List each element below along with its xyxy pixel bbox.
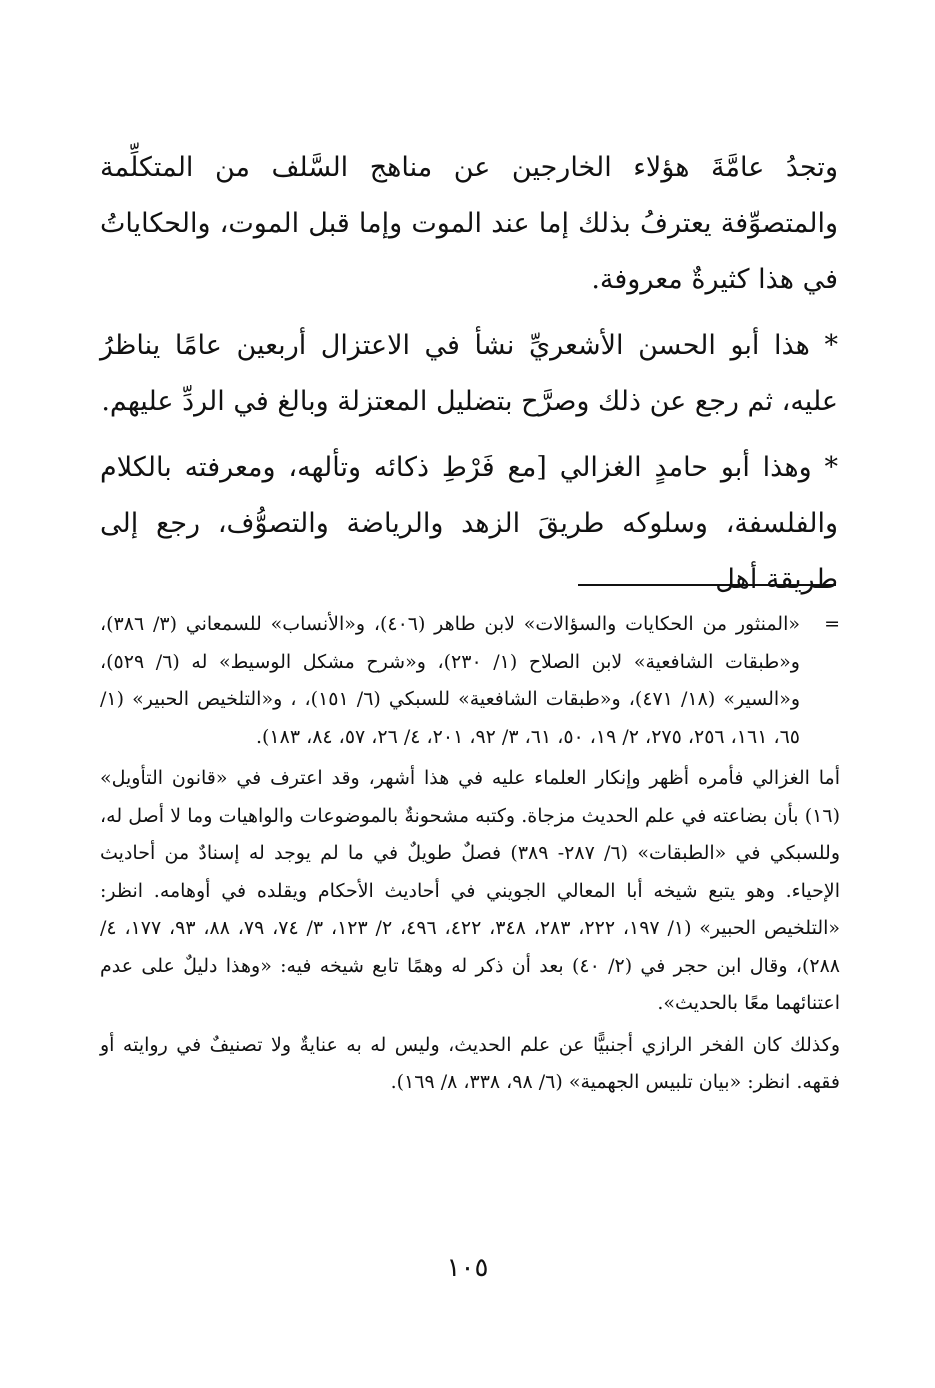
page-number: ١٠٥ — [446, 1253, 489, 1283]
footnote-continuation — [100, 606, 840, 756]
main-text — [100, 140, 838, 618]
continuation-mark: = — [824, 613, 840, 635]
footnotes — [100, 606, 840, 1106]
footnote-paragraph-1: «المنثور من الحكايات والسؤالات» لابن طاهر (٤٠٦)، و«الأنساب» للسمعاني (٣/ ٣٨٦)، و«طبقات الشافعية» لابن الصلاح (١/ ٢٣٠)، و«شرح مشكل الوسيط» له (٦/ ٥٢٩)، و«السير» (١٨/ ٤٧١)، و«طبقات الشافعية» للسبكي (٦/ ١٥١)، ، و«التلخيص الحبير» (١/ ٦٥، ١٦١، ٢٥٦، ٢٧٥، ٢/ ١٩، ٥٠، ٦١، ٣/ ٩٢، ٢٠١، ٤/ ٢٦، ٥٧، ٨٤، ١٨٣). — [100, 613, 800, 748]
footnote-divider — [578, 584, 836, 586]
footnote-paragraph-3: وكذلك كان الفخر الرازي أجنبيًّا عن علم الحديث، وليس له به عنايةٌ ولا تصنيفٌ في روايته أو فقهه. انظر: «بيان تلبيس الجهمية» (٦/ ٩٨، ٣٣٨، ٨/ ١٦٩). — [100, 1033, 840, 1093]
footnote-paragraph-2: أما الغزالي فأمره أظهر وإنكار العلماء عليه في هذا أشهر، وقد اعترف في «قانون التأويل» (١٦) بأن بضاعته في علم الحديث مزجاة. وكتبه مشحونةٌ بالموضوعات والواهيات وما لا أصل له، وللسبكي في «الطبقات» (٦/ ٢٨٧- ٣٨٩) فصلٌ طويلٌ في ما لم يوجد له إسنادٌ من أحاديث الإحياء. وهو يتبع شيخه أبا المعالي الجويني في أحاديث الأحكام ويقلده في أوهامه. انظر: «التلخيص الحبير» (١/ ١٩٧، ٢٢٢، ٢٨٣، ٣٤٨، ٤٢٢، ٤٩٦، ٢/ ١٢٣، ٣/ ٧٤، ٧٩، ٨٨، ٩٣، ١٧٧، ٤/ ٢٨٨)، وقال ابن حجر في (٢/ ٤٠) بعد أن ذكر له وهمًا تابع شيخه فيه: «وهذا دليلٌ على عدم اعتنائهما معًا بالحديث». — [100, 767, 841, 1014]
main-paragraph-3: * وهذا أبو حامدٍ الغزالي [مع فَرْطِ ذكائه وتألهه، ومعرفته بالكلام والفلسفة، وسلوكه طريقَ الزهد والرياضة والتصوُّف، رجع إلى طريقة أهل — [100, 452, 838, 595]
main-paragraph-1: وتجدُ عامَّةَ هؤلاء الخارجين عن مناهج السَّلف من المتكلِّمة والمتصوِّفة يعترفُ بذلك إما عند الموت وإما قبل الموت، والحكاياتُ في هذا كثيرةٌ معروفة. — [100, 152, 838, 295]
main-paragraph-2: * هذا أبو الحسن الأشعريِّ نشأ في الاعتزال أربعين عامًا يناظرُ عليه، ثم رجع عن ذلك وصرَّح بتضليل المعتزلة وبالغ في الردِّ عليهم. — [100, 330, 838, 417]
